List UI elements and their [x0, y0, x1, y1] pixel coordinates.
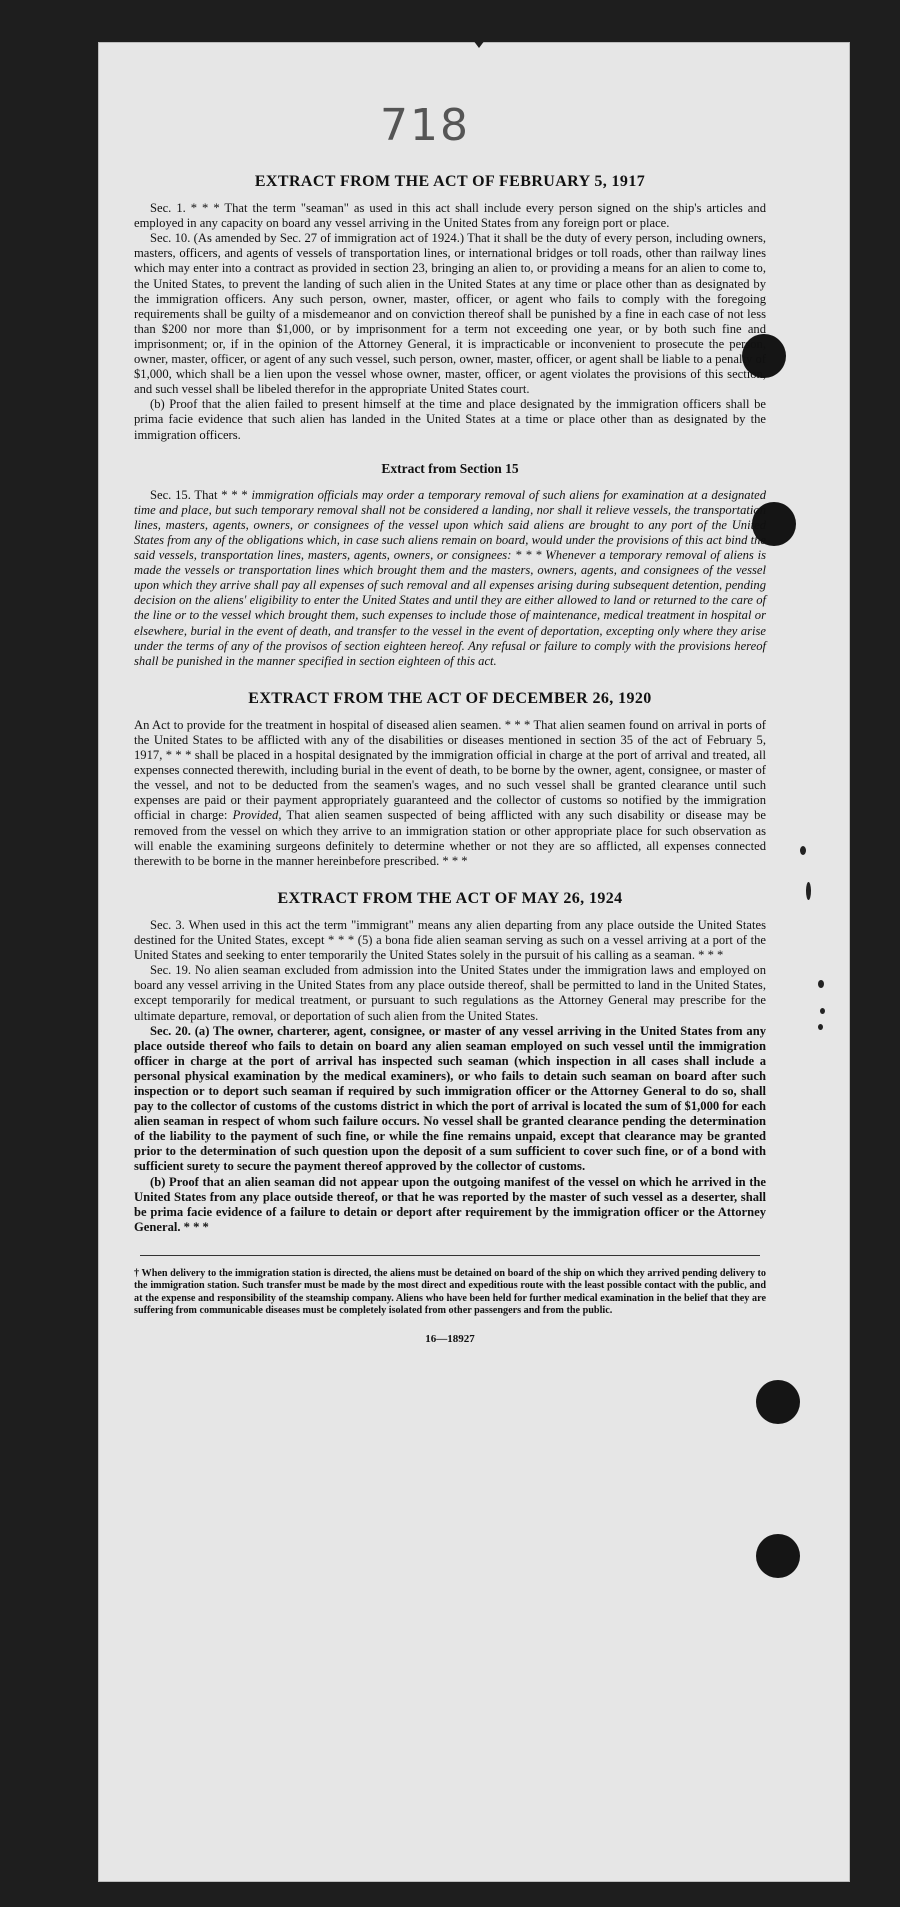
footnote-divider — [140, 1255, 760, 1256]
act-1920-text — [134, 718, 766, 869]
ink-speck — [800, 846, 806, 855]
punch-hole — [756, 1380, 800, 1424]
ink-speck — [806, 882, 811, 900]
punch-hole — [756, 1534, 800, 1578]
section-15-body: immigration officials may order a temporary removal of such aliens for examination at a designated time and place, but such temporary removal shall not be considered a landing, nor shall it relieve vessels, the transportation lines, masters, agents, owners, or consignees of the vessel upon which said aliens are brought to any port of the United States from any of the obligations which, in case such aliens remain on board, would under the provisions of this act bind the said vessels, transportation lines, masters, agents, owners, or consignees: * * * Whenever a temporary removal of aliens is made the vessels or transportation lines which brought them and the masters, owners, agents, and consignees of the vessel upon which they arrive shall pay all expenses of such removal and all expenses arising during subsequent detention, pending decision on the aliens' eligibility to enter the United States and until they are either allowed to land or returned to the care of the line or to the vessel which brought them, such expenses to include those of maintenance, medical treatment in hospital or elsewhere, burial in the event of death, and transfer to the vessel in the event of deportation, excepting only where they arise under the terms of any of the provisos of section eighteen hereof. Any refusal or failure to comply with the provisions hereof shall be punished in the manner specified in section eighteen of this act. — [134, 487, 766, 668]
section-1: Sec. 1. * * * That the term "seaman" as used in this act shall include every person signed on the ship's articles and employed in any capacity on board any vessel arriving in the United States from any foreign port or place. — [134, 201, 766, 231]
act-1920-provided: Provided, — [232, 808, 282, 823]
section-15 — [134, 488, 766, 669]
ink-speck — [818, 1024, 823, 1030]
heading-act-1920: EXTRACT FROM THE ACT OF DECEMBER 26, 1920 — [248, 689, 652, 707]
section-15-lead: Sec. 15. That * * * — [150, 487, 252, 502]
heading-act-1924: EXTRACT FROM THE ACT OF MAY 26, 1924 — [277, 889, 623, 907]
handwritten-number: 718 — [380, 100, 470, 151]
page-notch — [470, 36, 488, 48]
act-1920-rest: That alien seamen suspected of being afflicted with any such disability or disease may be removed from the vessel on which they arrive to an immigration station or other appropriate place for such observation as will enable the examining surgeons definitely to determine whether or not they are so afflicted, all expenses connected therewith to be borne in the manner hereinbefore prescribed. * * * — [134, 808, 766, 868]
subheading-section-15: Extract from Section 15 — [381, 460, 519, 476]
form-number: 16—18927 — [425, 1332, 475, 1345]
section-10: Sec. 10. (As amended by Sec. 27 of immigration act of 1924.) That it shall be the duty of every person, including owners, masters, officers, and agents of vessels of transportation lines, or international bridges or toll roads, other than railway lines which may enter into a contract as provided in section 23, bringing an alien to, or providing a means for an alien to come to, the United States, to prevent the landing of such alien in the United States at any time or place other than as designated by the immigration officers. Any such person, owner, master, officer, or agent who fails to comply with the foregoing requirements shall be guilty of a misdemeanor and on conviction thereof shall be punished by a fine in each case of not less than $200 nor more than $1,000, or by imprisonment for a term not exceeding one year, or by both such fine and imprisonment; or, if in the opinion of the Attorney General, it is impracticable or inconvenient to prosecute the person, owner, master, officer, or agent of any such vessel, such person, owner, master, officer, or agent shall be liable to a penalty of $1,000, which shall be a lien upon the vessel whose owner, master, officer, or agent violates the provisions of this section, and such vessel shall be libeled therefor in the appropriate United States court. — [134, 231, 766, 397]
section-10-b: (b) Proof that the alien failed to present himself at the time and place designated by the immigration officers shall be prima facie evidence that such alien has landed in the United States at a time or place other than as designated by the immigration officers. — [134, 397, 766, 442]
document-body — [134, 174, 766, 1347]
section-19: Sec. 19. No alien seaman excluded from admission into the United States under the immigration laws and employed on board any vessel arriving in the United States from any place outside thereof, shall be permitted to land in the United States, except temporarily for medical treatment, or pursuant to such regulations as the Attorney General may prescribe for the ultimate departure, removal, or deportation of such alien from the United States. — [134, 963, 766, 1023]
section-20-a: Sec. 20. (a) The owner, charterer, agent, consignee, or master of any vessel arriving in the United States from any place outside thereof who fails to detain on board any alien seaman employed on such vessel until the immigration officer in charge at the port of arrival has inspected such seaman (which inspection in all cases shall include a personal physical examination by the medical examiners), or who fails to detain such seaman on board after such inspection or to deport such seaman if required by such immigration officer or the Attorney General to do so, shall pay to the collector of customs of the customs district in which the port of arrival is located the sum of $1,000 for each alien seaman in respect of whom such failure occurs. No vessel shall be granted clearance pending the determination of the liability to the payment of such fine, or while the fine remains unpaid, except that clearance may be granted prior to the determination of such question upon the deposit of a sum sufficient to cover such fine, or of a bond with sufficient surety to secure the payment thereof approved by the collector of customs. — [134, 1023, 766, 1174]
act-1920-body: An Act to provide for the treatment in hospital of diseased alien seamen. * * * That alien seamen found on arrival in ports of the United States to be afflicted with any of the disabilities or diseases mentioned in section 35 of the act of February 5, 1917, * * * shall be placed in a hospital designated by the immigration official in charge at the port of arrival and treated, all expenses connected therewith, including burial in the event of death, to be borne by the owner, agent, consignee, or master of the vessel, and not to be deducted from the seamen's wages, and no such vessel shall be granted clearance until such expenses are paid or their payment appropriately guaranteed and the collector of customs so notified by the immigration official in charge: — [134, 717, 766, 823]
section-20-b: (b) Proof that an alien seaman did not appear upon the outgoing manifest of the vessel on which he arrived in the United States from any place outside thereof, or that he was reported by the master of such vessel as a deserter, shall be prima facie evidence of a failure to detain or deport after requirement by the immigration officer or the Attorney General. * * * — [134, 1174, 766, 1234]
heading-act-1917: EXTRACT FROM THE ACT OF FEBRUARY 5, 1917 — [254, 173, 646, 190]
ink-speck — [820, 1008, 825, 1014]
footnote: † When delivery to the immigration station is directed, the aliens must be detained on board of the ship on which they arrived pending delivery to the immigration station. Such transfer must be made by the most direct and expeditious route with the least possible contact with the public, and at the expense and responsibility of the steamship company. Aliens who have been held for further medical examination in the belief that they are suffering from communicable diseases must be completely isolated from other passengers and from the public. — [134, 1267, 766, 1317]
ink-speck — [818, 980, 824, 988]
section-3: Sec. 3. When used in this act the term "immigrant" means any alien departing from any place outside the United States destined for the United States, except * * * (5) a bona fide alien seaman serving as such on a vessel arriving at a port of the United States and seeking to enter temporarily the United States solely in the pursuit of his calling as a seaman. * * * — [134, 917, 766, 963]
